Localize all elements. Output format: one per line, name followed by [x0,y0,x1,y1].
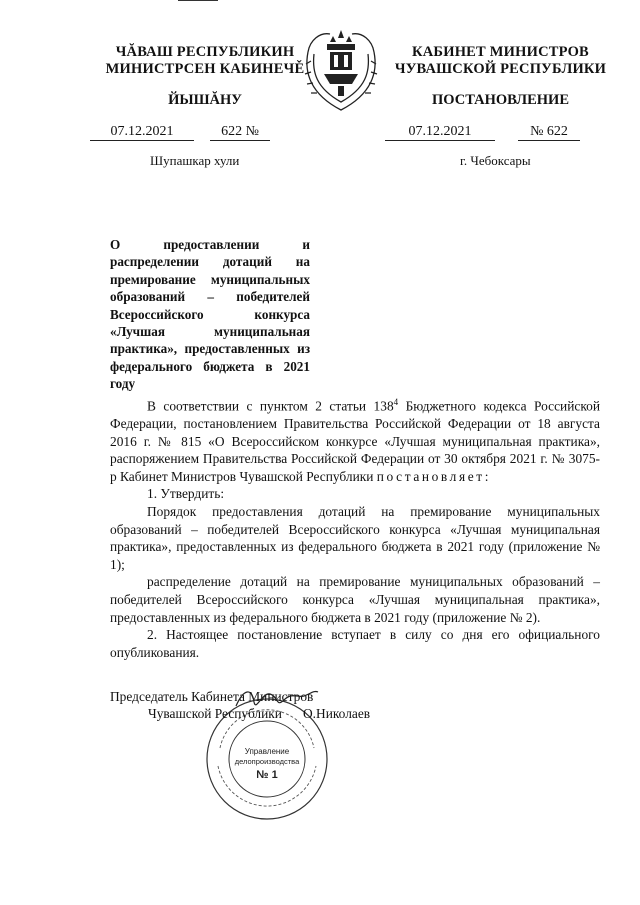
stamp-line1: Управление [244,747,290,756]
stamp-number: № 1 [256,769,278,781]
signature-name: О.Николаев [303,706,371,721]
number-left: 622 № [210,124,270,141]
header-right-line1: КАБИНЕТ МИНИСТРОВ [412,44,589,60]
body-p1-rest: Бюджетного кодекса Российской Федерации, постановлением Правительства Российской Федерации от 18 августа 2016 г. № 815 «О Всероссийском конкурсе «Лучшая муниципальная практика», распоряжением Правительства Российской Федерации от 30 октября 2021 г. № 3075-р Кабинет Министров Чувашской Республики [110,398,601,484]
number-right: № 622 [518,124,580,141]
document-title: О предоставлении и распределении дотаций на премирование муниципальных образований – победителей Всероссийского конкурса «Лучшая муниципальная практика», предоставленных из федерального бюджета в 2021 году [110,237,310,392]
signature-line1: Председатель Кабинета Министров [110,689,314,704]
body-p1-start: В соответствии с пунктом 2 статьи 138 [147,398,394,414]
handwritten-signature [232,684,322,714]
body-p1-decree-word: постановляет: [376,468,492,484]
top-rule [178,0,218,1]
date-right: 07.12.2021 [385,124,495,141]
header-left-line1: ЧĂВАШ РЕСПУБЛИКИН [115,44,295,60]
body-paragraph-5: 2. Настоящее постановление вступает в силу со дня его официального опубликования. [110,627,600,660]
document-body [110,394,600,661]
body-p1-superscript: 4 [393,397,399,407]
body-paragraph-3: Порядок предоставления дотаций на премирование муниципальных образований – победителей Всероссийского конкурса «Лучшая муниципальная практика», предоставленных из федерального бюджета в 2021 году (приложение № 1); [110,504,600,572]
body-paragraph-4: распределение дотаций на премирование муниципальных образований – победителей Всероссийского конкурса «Лучшая муниципальная практика», предоставленных из федерального бюджета в 2021 году (приложение № 2). [110,574,600,625]
city-right: г. Чебоксары [460,153,531,168]
doc-kind-right: ПОСТАНОВЛЕНИЕ [431,92,569,108]
city-left: Шупашкар хули [150,153,240,168]
header-right [393,44,608,78]
date-left: 07.12.2021 [90,124,194,141]
doc-kind-left: ЙЫШĂНУ [168,92,242,108]
header-left [105,44,305,78]
header-right-line2: ЧУВАШСКОЙ РЕСПУБЛИКИ [394,61,607,77]
coat-of-arms-emblem [300,22,382,114]
body-paragraph-2: 1. Утвердить: [147,486,225,502]
body-paragraph-1 [110,394,600,485]
stamp-line2: делопроизводства [234,757,300,766]
header-left-line2: МИНИСТРСЕН КАБИНЕЧĚ [105,61,305,77]
signature-line2: Чувашской Республики [148,706,282,721]
